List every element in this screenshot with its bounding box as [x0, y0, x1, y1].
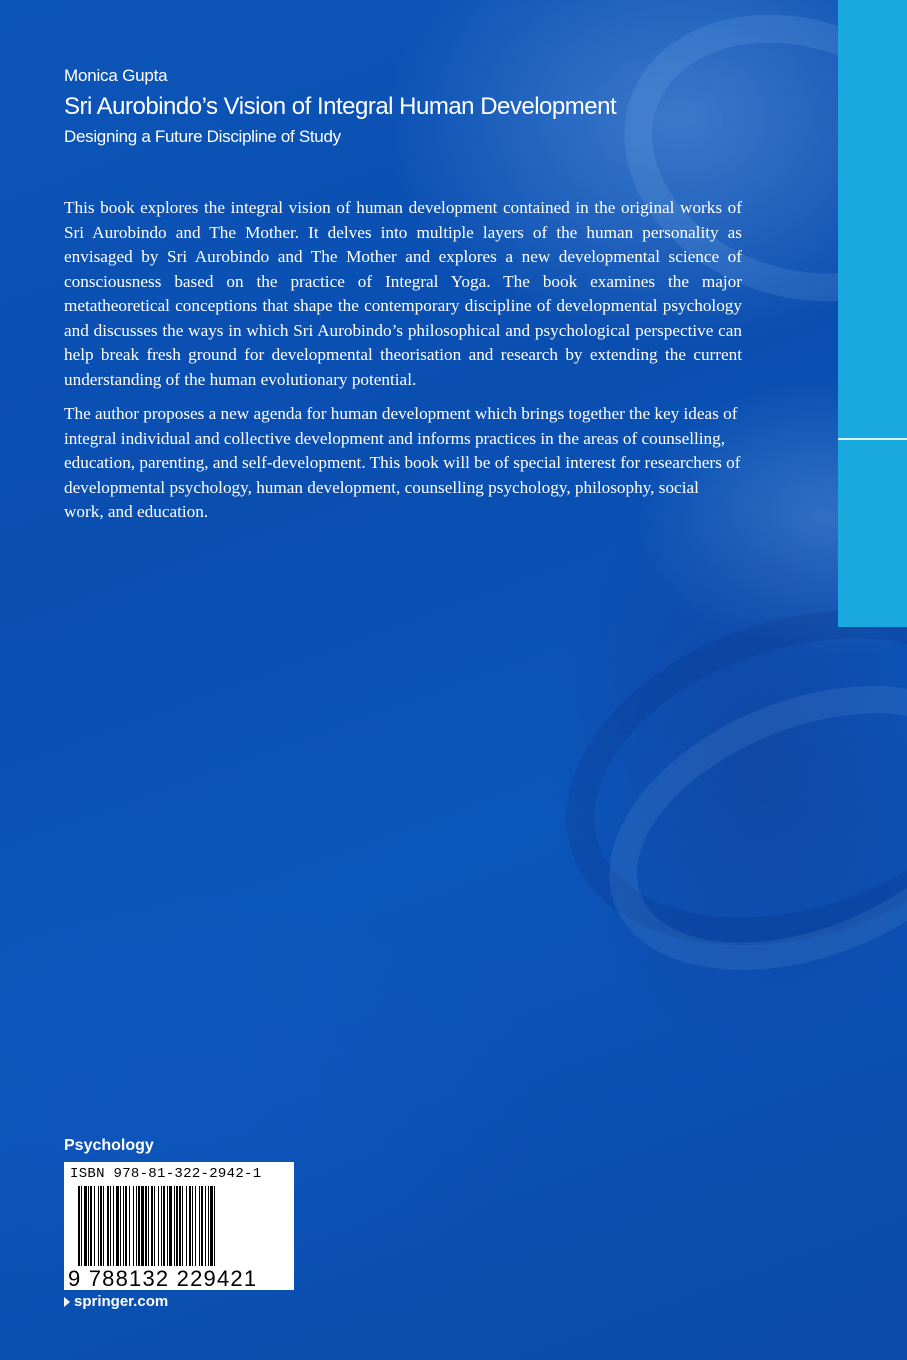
barcode-bar	[107, 1186, 109, 1266]
barcode-bar	[208, 1186, 209, 1266]
barcode-bar	[179, 1186, 181, 1266]
barcode-bar	[182, 1186, 183, 1266]
description-paragraph: The author proposes a new agenda for human development which brings together the key ideas of integral individual and collective development and informs practices in the areas of counselling, education, parenting, and self-development. This book will be of special interest for researchers of developmental psychology, human development, counselling psychology, philosophy, social work, and education.	[64, 404, 741, 521]
publisher-website[interactable]	[64, 1293, 168, 1310]
website-label: springer.com	[74, 1293, 169, 1310]
barcode-bar	[116, 1186, 119, 1266]
barcode-bar	[141, 1186, 144, 1266]
barcode-bar	[136, 1186, 137, 1266]
barcode-bar	[205, 1186, 206, 1266]
barcode-bar	[199, 1186, 200, 1266]
barcode-bar	[169, 1186, 172, 1266]
barcode-bar	[214, 1186, 215, 1266]
book-title: Sri Aurobindo’s Vision of Integral Human Development	[64, 93, 617, 120]
description-paragraph: This book explores the integral vision of human development contained in the original works of Sri Aurobindo and The Mother. It delves into multiple layers of the human personality as envisaged by Sri Aurobindo and The Mother and explores a new developmental science of consciousness based on the practice of Integral Yoga. The book examines the major metatheoretical conceptions that shape the contemporary discipline of developmental psychology and discusses the ways in which Sri Aurobindo’s philosophical and psychological perspective can help break fresh ground for developmental theorisation and research by extending the current understanding of the human evolutionary potential.	[64, 198, 742, 389]
barcode-bar	[210, 1186, 213, 1266]
barcode-bar	[129, 1186, 130, 1266]
barcode-bar	[84, 1186, 87, 1266]
book-subtitle: Designing a Future Discipline of Study	[64, 127, 341, 146]
barcode-bar	[201, 1186, 203, 1266]
barcode-bar	[120, 1186, 121, 1266]
barcode-bar	[81, 1186, 82, 1266]
barcode-bar	[176, 1186, 178, 1266]
arrow-right-icon	[64, 1297, 70, 1307]
barcode-bar	[138, 1186, 140, 1266]
barcode-bar	[125, 1186, 127, 1266]
barcode-bar	[98, 1186, 99, 1266]
barcode-bar	[145, 1186, 147, 1266]
barcode-bar	[154, 1186, 155, 1266]
barcode-bar	[186, 1186, 187, 1266]
barcode-bar	[161, 1186, 162, 1266]
barcode-bar	[163, 1186, 165, 1266]
isbn-label: ISBN 978-81-322-2942-1	[70, 1166, 262, 1182]
barcode-bar	[195, 1186, 196, 1266]
barcode-bar	[113, 1186, 114, 1266]
barcode-bar	[103, 1186, 104, 1266]
barcode-bar	[94, 1186, 95, 1266]
barcode-bars	[78, 1186, 280, 1266]
side-strip-divider	[838, 438, 907, 440]
barcode-bar	[110, 1186, 111, 1266]
barcode-bar	[123, 1186, 124, 1266]
barcode-bar	[158, 1186, 159, 1266]
barcode-digits: 9 788132 229421	[68, 1266, 258, 1291]
barcode-bar	[174, 1186, 175, 1266]
subject-category: Psychology	[64, 1137, 154, 1154]
barcode-bar	[88, 1186, 89, 1266]
side-color-strip	[838, 0, 907, 627]
barcode-bar	[90, 1186, 92, 1266]
barcode-bar	[100, 1186, 102, 1266]
barcode-bar	[148, 1186, 149, 1266]
barcode-bar	[192, 1186, 193, 1266]
barcode-bar	[78, 1186, 80, 1266]
barcode-bar	[189, 1186, 191, 1266]
isbn-barcode	[64, 1162, 294, 1290]
barcode-bar	[167, 1186, 168, 1266]
barcode-bar	[151, 1186, 153, 1266]
barcode-bar	[133, 1186, 134, 1266]
book-description	[64, 196, 742, 535]
author-name: Monica Gupta	[64, 66, 168, 85]
